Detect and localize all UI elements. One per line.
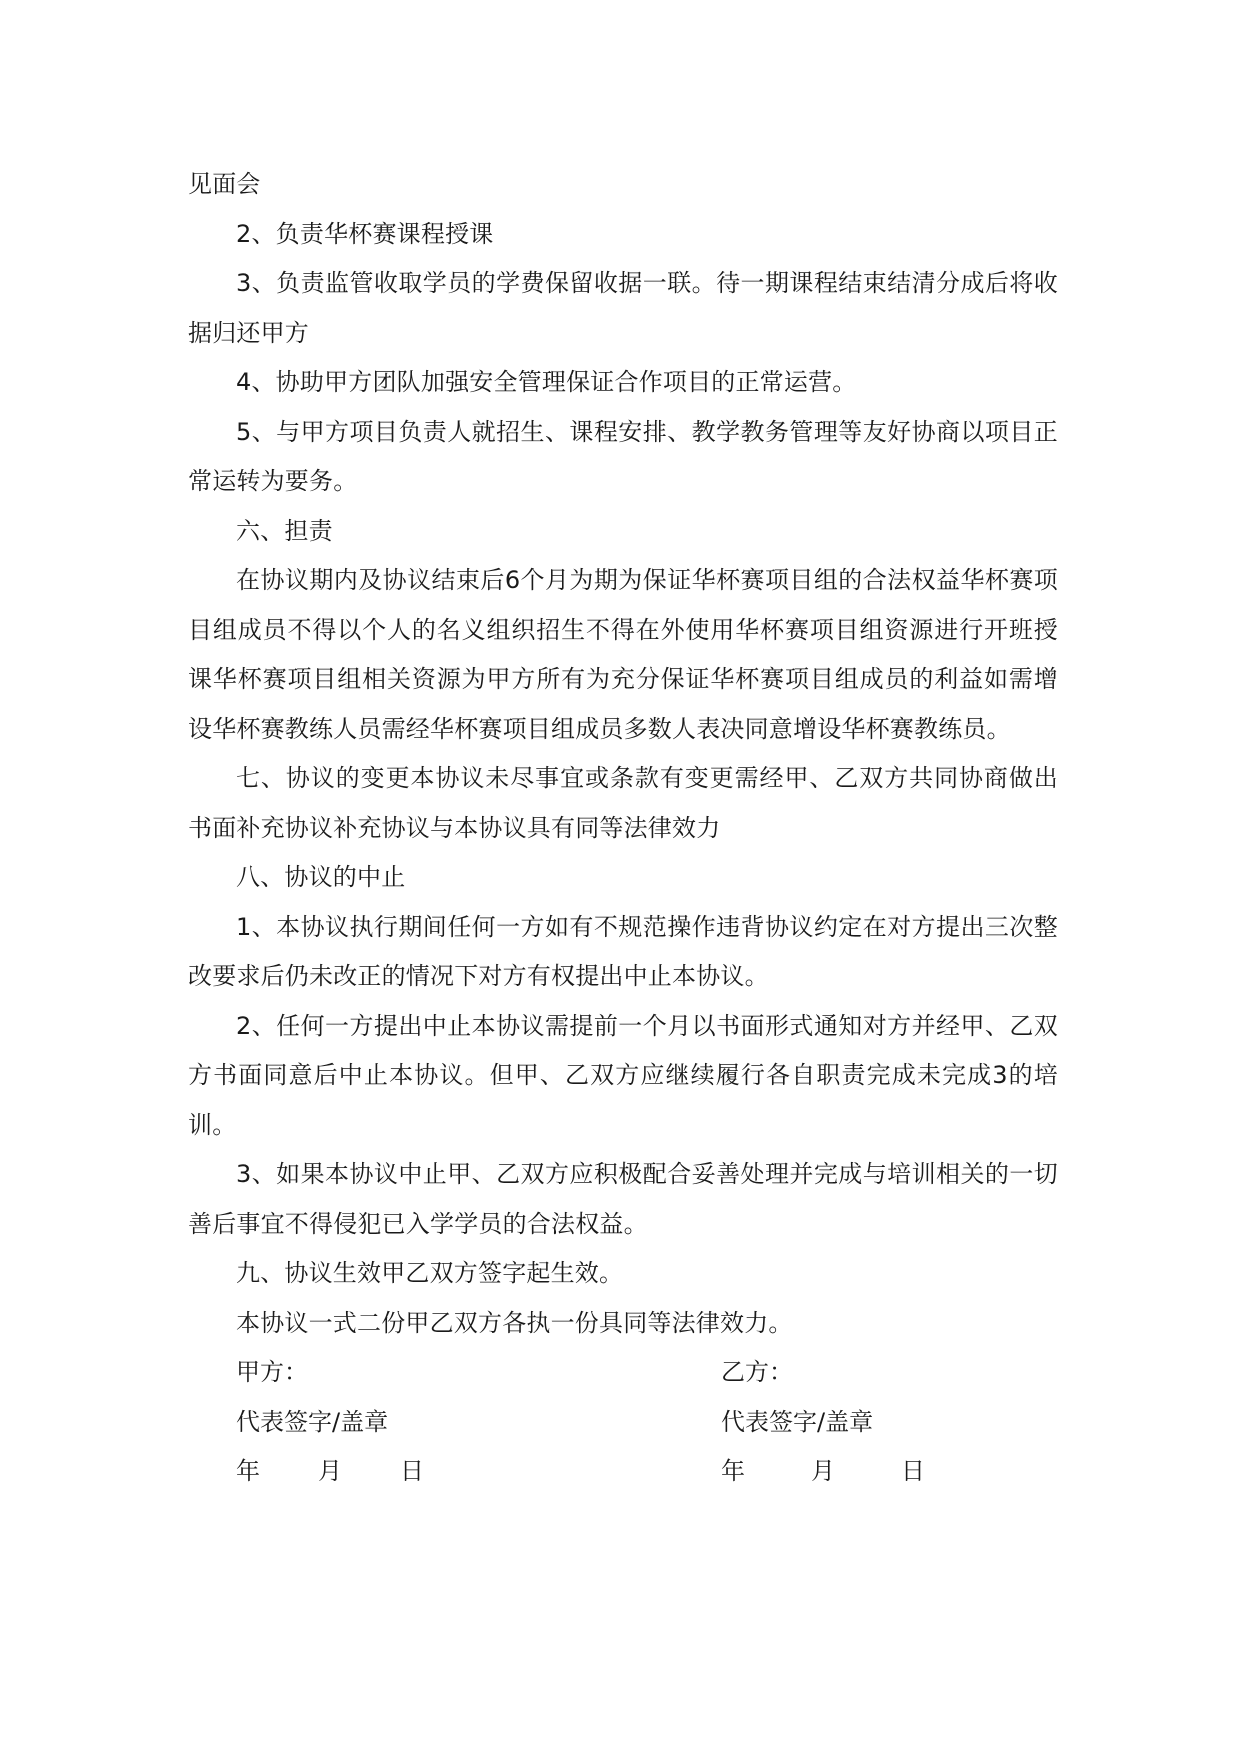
party-b-month: 月 (811, 1457, 835, 1485)
party-a-date (236, 1447, 482, 1497)
party-row (236, 1348, 1056, 1398)
agreement-body (188, 160, 1058, 1348)
paragraph: 3、如果本协议中止甲、乙双方应积极配合妥善处理并完成与培训相关的一切善后事宜不得侵犯已入学学员的合法权益。 (188, 1160, 1058, 1238)
paragraph: 2、任何一方提出中止本协议需提前一个月以书面形式通知对方并经甲、乙双方书面同意后中止本协议。但甲、乙双方应继续履行各自职责完成未完成3的培训。 (188, 1011, 1058, 1139)
section-heading: 八、协议的中止 (236, 863, 406, 891)
party-a-year: 年 (236, 1457, 260, 1485)
party-a-label: 甲方： (236, 1358, 308, 1386)
party-a-sign-label: 代表签字/盖章 (236, 1407, 389, 1436)
party-b-day: 日 (901, 1457, 925, 1485)
section-heading: 六、担责 (236, 516, 333, 545)
paragraph: 在协议期内及协议结束后6个月为期为保证华杯赛项目组的合法权益华杯赛项目组成员不得以个人的名义组织招生不得在外使用华杯赛项目组资源进行开班授课华杯赛项目组相关资源为甲方所有为充分保证华杯赛项目组成员的利益如需增设华杯赛教练人员需经华杯赛项目组成员多数人表决同意增设华杯赛教练员。 (188, 566, 1058, 743)
party-b-date (721, 1447, 991, 1497)
party-b-year: 年 (721, 1457, 745, 1485)
sign-row (236, 1398, 1056, 1448)
party-a-month: 月 (318, 1457, 342, 1485)
paragraph: 1、本协议执行期间任何一方如有不规范操作违背协议约定在对方提出三次整改要求后仍未改正的情况下对方有权提出中止本协议。 (188, 912, 1058, 990)
paragraph: 3、负责监管收取学员的学费保留收据一联。待一期课程结束结清分成后将收据归还甲方 (188, 269, 1058, 347)
paragraph: 2、负责华杯赛课程授课 (236, 219, 494, 248)
paragraph: 本协议一式二份甲乙双方各执一份具同等法律效力。 (236, 1308, 793, 1337)
paragraph: 见面会 (188, 170, 261, 198)
party-b-label: 乙方： (721, 1358, 793, 1386)
paragraph: 七、协议的变更本协议未尽事宜或条款有变更需经甲、乙双方共同协商做出书面补充协议补充协议与本协议具有同等法律效力 (188, 764, 1058, 842)
paragraph: 5、与甲方项目负责人就招生、课程安排、教学教务管理等友好协商以项目正常运转为要务。 (188, 417, 1058, 495)
paragraph: 九、协议生效甲乙双方签字起生效。 (236, 1259, 624, 1287)
date-row (236, 1447, 1056, 1497)
party-a-day: 日 (400, 1457, 424, 1485)
paragraph: 4、协助甲方团队加强安全管理保证合作项目的正常运营。 (236, 368, 857, 396)
party-b-sign-label: 代表签字/盖章 (721, 1407, 874, 1436)
signature-block (236, 1348, 1056, 1497)
